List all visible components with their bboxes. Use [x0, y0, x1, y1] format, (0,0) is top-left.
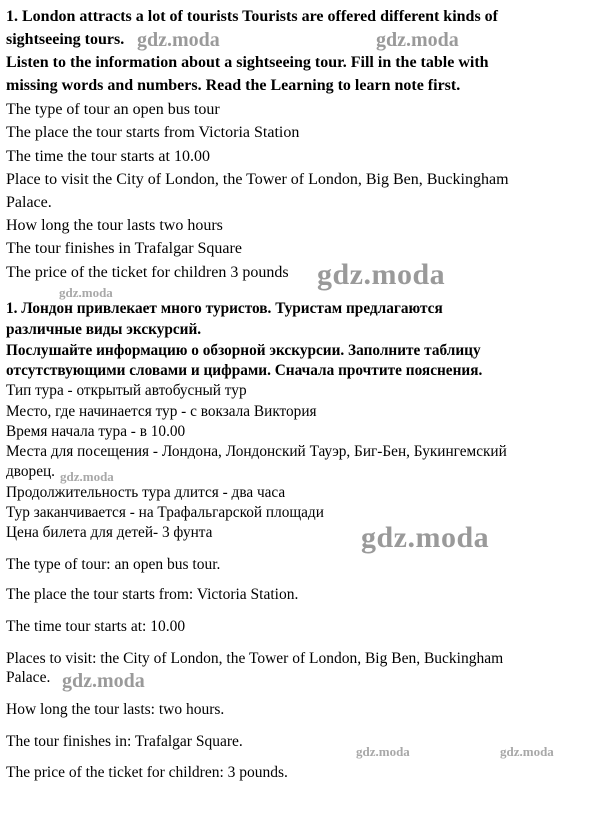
answer-finish: The tour finishes in: Trafalgar Square. [6, 733, 243, 750]
watermark: gdz.moda [317, 258, 446, 291]
table-row-price: The price of the ticket for children 3 pounds [6, 264, 289, 281]
answer-duration: How long the tour lasts: two hours. [6, 701, 225, 718]
ru-row-start-time: Время начала тура - в 10.00 [6, 423, 186, 440]
watermark: gdz.moda [500, 744, 554, 759]
watermark: gdz.moda [361, 521, 490, 554]
watermark: gdz.moda [356, 744, 410, 759]
table-row-finish: The tour finishes in Trafalgar Square [6, 240, 242, 257]
answer-places-line1: Places to visit: the City of London, the Tower of London, Big Ben, Buckingham [6, 650, 504, 667]
answer-start-time: The time tour starts at: 10.00 [6, 618, 186, 635]
watermark: gdz.moda [62, 670, 145, 692]
watermark: gdz.moda [376, 29, 459, 51]
answer-tour-type: The type of tour: an open bus tour. [6, 556, 221, 573]
watermark: gdz.moda [60, 469, 114, 484]
table-row-tour-type: The type of tour an open bus tour [6, 101, 220, 118]
table-row-duration: How long the tour lasts two hours [6, 217, 223, 234]
task-heading-en-line1: 1. London attracts a lot of tourists Tourists are offered different kinds of [6, 8, 498, 25]
task-heading-ru-line2: различные виды экскурсий. [6, 321, 202, 338]
answer-price: The price of the ticket for children: 3 pounds. [6, 764, 288, 781]
task-instruction-en-line2: missing words and numbers. Read the Learning to learn note first. [6, 77, 461, 94]
ru-row-duration: Продолжительность тура длится - два часа [6, 484, 286, 501]
ru-row-tour-type: Тип тура - открытый автобусный тур [6, 382, 247, 399]
ru-row-price: Цена билета для детей- 3 фунта [6, 524, 213, 541]
answer-start-place: The place the tour starts from: Victoria Station. [6, 586, 299, 603]
table-row-start-place: The place the tour starts from Victoria Station [6, 124, 300, 141]
task-instruction-ru-line2: отсутствующими словами и цифрами. Сначала прочтите пояснения. [6, 362, 483, 379]
table-row-places-line2: Palace. [6, 194, 52, 211]
task-instruction-ru-line1: Послушайте информацию о обзорной экскурсии. Заполните таблицу [6, 342, 481, 359]
ru-row-places-line1: Места для посещения - Лондона, Лондонский Тауэр, Биг-Бен, Букингемский [6, 443, 507, 460]
ru-row-start-place: Место, где начинается тур - с вокзала Виктория [6, 403, 317, 420]
table-row-start-time: The time the tour starts at 10.00 [6, 148, 210, 165]
task-heading-en-line2: sightseeing tours. [6, 31, 125, 48]
ru-row-finish: Тур заканчивается - на Трафальгарской площади [6, 504, 324, 521]
task-instruction-en-line1: Listen to the information about a sightseeing tour. Fill in the table with [6, 54, 489, 71]
task-heading-ru-line1: 1. Лондон привлекает много туристов. Туристам предлагаются [6, 300, 443, 317]
table-row-places-line1: Place to visit the City of London, the Tower of London, Big Ben, Buckingham [6, 171, 509, 188]
ru-row-places-line2: дворец. [6, 463, 55, 480]
watermark: gdz.moda [59, 285, 113, 300]
watermark: gdz.moda [137, 29, 220, 51]
answer-places-line2: Palace. [6, 669, 51, 686]
